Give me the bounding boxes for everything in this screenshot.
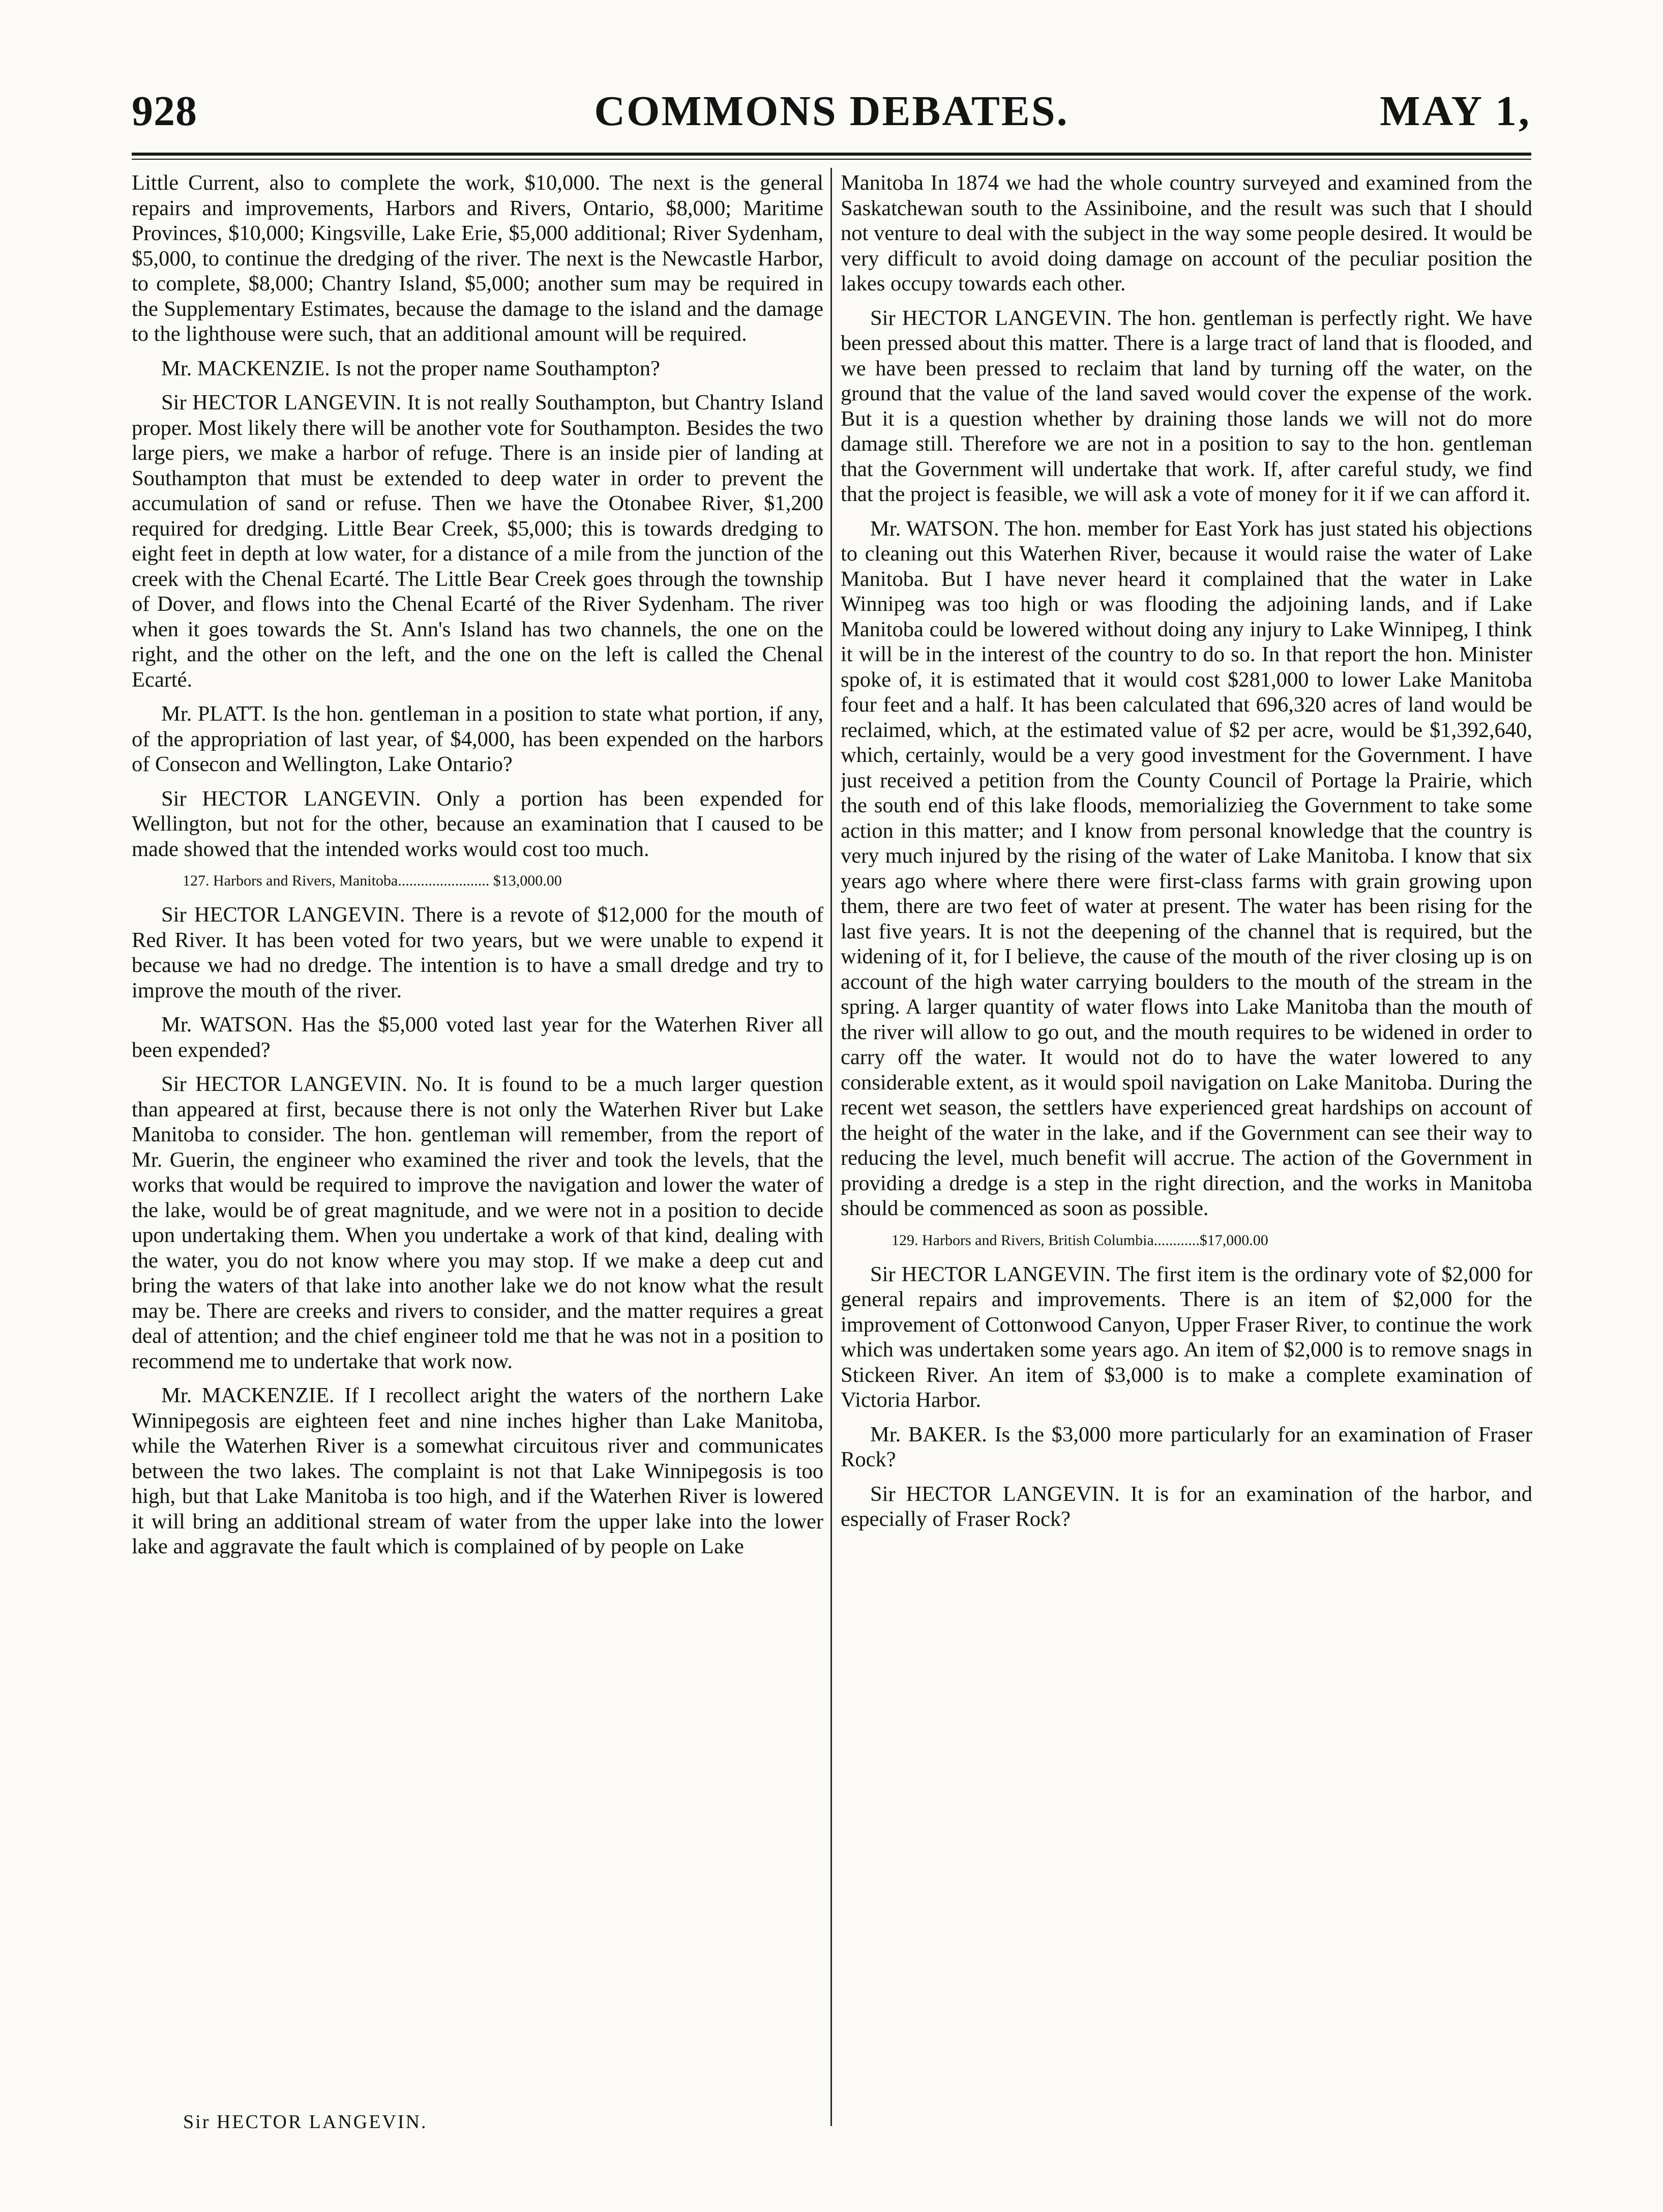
estimate-item-129: 129. Harbors and Rivers, British Columbia............$17,000.00 [892,1231,1268,1249]
right-column [841,170,1532,2129]
paragraph: Sir HECTOR LANGEVIN. There is a revote of $12,000 for the mouth of Red River. It has been voted for two years, but we were unable to expend it because we had no dredge. The intention is to have a small dredge and try to improve the mouth of the river. [132,903,823,1002]
header-rule-thick [132,153,1531,156]
page-number: 928 [132,87,197,135]
catchword: Sir HECTOR LANGEVIN. [183,2111,428,2133]
paragraph: Sir HECTOR LANGEVIN. No. It is found to be a much larger question than appeared at first, because there is not only the Waterhen River but Lake Manitoba to consider. The hon. gentleman will remember, from the report of Mr. Guerin, the engineer who examined the river and took the levels, that the works that would be required to improve the navigation and lower the water of the lake, would be of great magnitude, and we were not in a position to decide upon undertaking them. When you undertake a work of that kind, dealing with the water, you do not know where you may stop. If we make a deep cut and bring the waters of that lake into another lake we do not know what the result may be. There are creeks and rivers to consider, and the matter requires a great deal of attention; and the chief engineer told me that he was not in a position to recommend me to undertake that work now. [132,1072,823,1373]
header-rule-thin [132,159,1531,160]
paragraph: Mr. MACKENZIE. Is not the proper name Southampton? [161,356,660,380]
paragraph: Mr. WATSON. The hon. member for East York has just stated his objections to cleaning out this Waterhen River, because it would raise the water of Lake Manitoba. But I have never heard it complained that the water in Lake Winnipeg was too high or was flooding the adjoining lands, and if Lake Manitoba could be lowered without doing any injury to Lake Winnipeg, I think it will be in the interest of the country to do so. In that report the hon. Minister spoke of, it is estimated that it would cost $281,000 to lower Lake Manitoba four feet and a half. It has been calculated that 696,320 acres of land would be reclaimed, which, at the estimated value of $2 per acre, would be $1,392,640, which, certainly, would be a very good investment for the Government. I have just received a petition from the County Council of Portage la Prairie, which the south end of this lake floods, memorializieg the Government to take some action in this matter; and I know from personal knowledge that the country is very much injured by the rising of the water of Lake Manitoba. I know that six years ago where where there were first-class farms with grain growing upon them, there are two feet of water at present. The water has been rising for the last five years. It is not the deepening of the channel that is required, but the widening of it, for I believe, the cause of the mouth of the river closing up is on account of the high water carrying boulders to the mouth of the stream in the spring. A larger quantity of water flows into Lake Manitoba than the mouth of the river will allow to go out, and the mouth requires to be widened in order to carry off the water. It would not do to have the water lowered to any considerable extent, as it would spoil navigation on Lake Manitoba. During the recent wet season, the settlers have experienced great hardships on account of the height of the water in the lake, and if the Government can see their way to reducing the level, much benefit will accrue. The action of the Government in providing a dredge is a step in the right direction, and the works in Manitoba should be commenced as soon as possible. [841,516,1532,1220]
page-header [132,76,1531,137]
paragraph: Sir HECTOR LANGEVIN. The first item is the ordinary vote of $2,000 for general repairs and improvements. There is an item of $2,000 for the improvement of Cottonwood Canyon, Upper Fraser River, to continue the work which was undertaken some years ago. An item of $2,000 is to remove snags in Stickeen River. An item of $3,000 is to make a complete examination of Victoria Harbor. [841,1262,1532,1412]
estimate-item-127: 127. Harbors and Rivers, Manitoba........................ $13,000.00 [183,872,562,889]
page-date: MAY 1, [1380,87,1531,135]
paragraph: Mr. BAKER. Is the $3,000 more particularly for an examination of Fraser Rock? [841,1422,1532,1471]
page-title: COMMONS DEBATES. [594,87,1069,135]
column-divider [830,168,832,2126]
paragraph: Little Current, also to complete the work, $10,000. The next is the general repairs and improvements, Harbors and Rivers, Ontario, $8,000; Maritime Provinces, $10,000; Kingsville, Lake Erie, $5,000 additional; River Sydenham, $5,000, to continue the dredging of the river. The next is the Newcastle Harbor, to complete, $8,000; Chantry Island, $5,000; another sum may be required in the Supplementary Estimates, because the damage to the island and the damage to the lighthouse were such, that an additional amount will be required. [132,171,823,346]
paragraph: Sir HECTOR LANGEVIN. It is not really Southampton, but Chantry Island proper. Most likely there will be another vote for Southampton. Besides the two large piers, we make a harbor of refuge. There is an inside pier of landing at Southampton that must be extended to deep water in order to prevent the accumulation of sand or refuse. Then we have the Otonabee River, $1,200 required for dredging. Little Bear Creek, $5,000; this is towards dredging to eight feet in depth at low water, for a distance of a mile from the junction of the creek with the Chenal Ecarté. The Little Bear Creek goes through the township of Dover, and flows into the Chenal Ecarté of the River Sydenham. The river when it goes towards the St. Ann's Island has two channels, the one on the right, and the other on the left, and the one on the left is called the Chenal Ecarté. [132,391,823,692]
left-column [132,170,823,2129]
paragraph: Manitoba In 1874 we had the whole country surveyed and examined from the Saskatchewan south to the Assiniboine, and the result was such that I should not venture to deal with the subject in the way some people desired. It would be very difficult to avoid doing damage on account of the peculiar position the lakes occupy towards each other. [841,171,1532,296]
paragraph: Sir HECTOR LANGEVIN. Only a portion has been expended for Wellington, but not for the other, because an examination that I caused to be made showed that the intended works would cost too much. [132,786,823,861]
paragraph: Mr. WATSON. Has the $5,000 voted last year for the Waterhen River all been expended? [132,1013,823,1062]
paragraph: Mr. MACKENZIE. If I recollect aright the waters of the northern Lake Winnipegosis are eighteen feet and nine inches higher than Lake Manitoba, while the Waterhen River is a somewhat circuitous river and communicates between the two lakes. The complaint is not that Lake Winnipegosis is too high, but that Lake Manitoba is too high, and if the Waterhen River is lowered it will bring an additional stream of water from the upper lake into the lower lake and aggravate the fault which is complained of by people on Lake [132,1383,823,1558]
paragraph: Mr. PLATT. Is the hon. gentleman in a position to state what portion, if any, of the appropriation of last year, of $4,000, has been expended on the harbors of Consecon and Wellington, Lake Ontario? [132,702,823,776]
paragraph: Sir HECTOR LANGEVIN. The hon. gentleman is perfectly right. We have been pressed about this matter. There is a large tract of land that is flooded, and we have been pressed to reclaim that land by turning off the water, on the ground that the value of the land saved would cover the expense of the work. But it is a question whether by draining those lands we will not do more damage still. Therefore we are not in a position to say to the hon. gentleman that the Government will undertake that work. If, after careful study, we find that the project is feasible, we will ask a vote of money for it if we can afford it. [841,306,1532,506]
paragraph: Sir HECTOR LANGEVIN. It is for an examination of the harbor, and especially of Fraser Rock? [841,1482,1532,1531]
